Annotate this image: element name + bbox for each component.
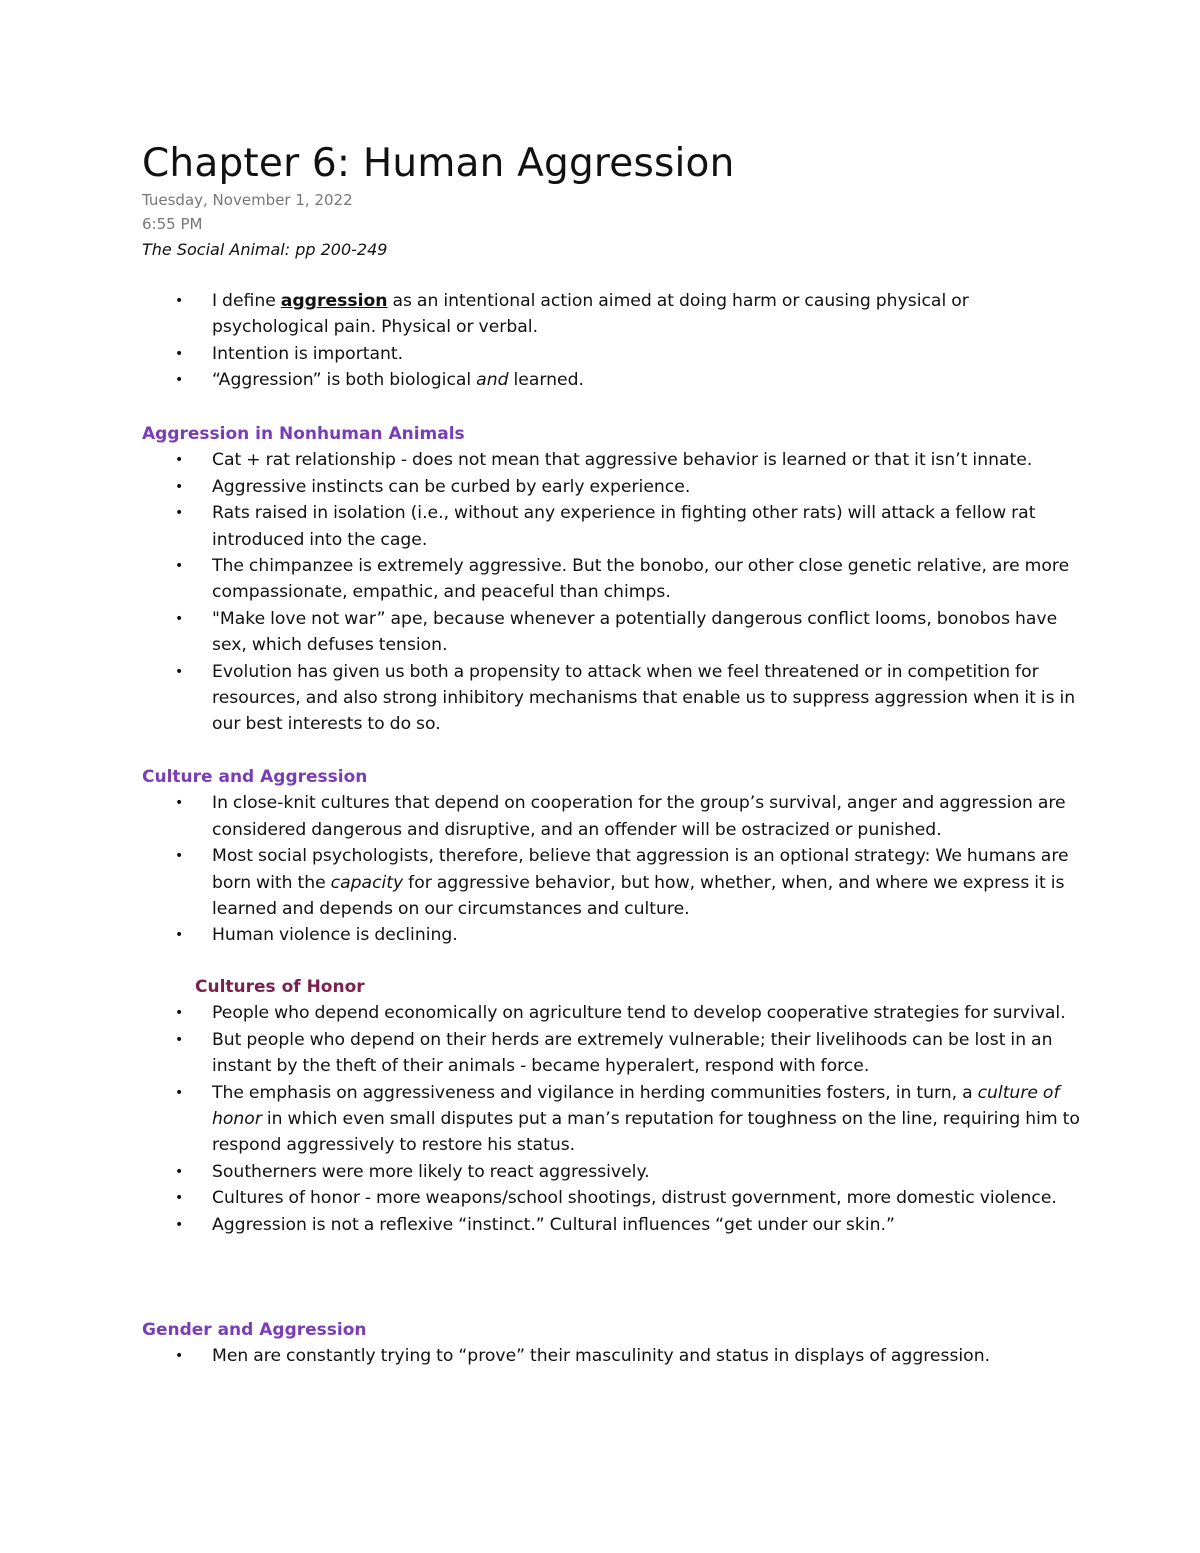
section-heading: Cultures of Honor [195, 977, 365, 997]
list-item [142, 790, 1082, 843]
list-item [142, 500, 1082, 553]
item-text: The emphasis on aggressiveness and vigilance in herding communities fosters, in turn, a [212, 1082, 978, 1103]
bullet-icon: • [175, 848, 184, 865]
list-item [142, 1343, 1082, 1369]
list-item [142, 843, 1082, 922]
list-item [142, 367, 1082, 393]
item-text: Cultures of honor - more weapons/school shootings, distrust government, more domestic violence. [212, 1188, 1057, 1209]
bullet-icon: • [175, 1216, 184, 1233]
item-text: I define [212, 291, 281, 311]
item-text: for aggressive behavior, but how, whether, when, and where we express it is learned and depends on our circumstances and culture. [212, 872, 1065, 920]
item-text: Most social psychologists, therefore, believe that aggression is an optional strategy: We humans are born with the [212, 846, 1069, 893]
list-item [142, 606, 1082, 659]
bullet-icon: • [175, 1348, 184, 1365]
honor-section [142, 974, 1082, 1238]
bullet-icon: • [175, 293, 184, 309]
bullet-icon: • [175, 1163, 184, 1180]
note-time: 6:55 PM [142, 215, 203, 233]
item-text: But people who depend on their herds are extremely vulnerable; their livelihoods can be lost in an instant by the theft of their animals - became hyperalert, respond with force. [212, 1029, 1053, 1077]
bullet-icon: • [175, 610, 184, 627]
emphasis-text: culture of honor [212, 1082, 1060, 1130]
list-item [142, 1185, 1082, 1211]
item-text: Intention is important. [212, 343, 404, 364]
list-item [142, 659, 1082, 738]
list-item [142, 922, 1082, 948]
item-text: Men are constantly trying to “prove” their masculinity and status in displays of aggression. [212, 1346, 991, 1367]
note-date: Tuesday, November 1, 2022 [142, 191, 353, 209]
emphasis-text: and [476, 370, 509, 391]
bullet-icon: • [175, 795, 184, 812]
culture-list [142, 790, 1082, 948]
item-text: in which even small disputes put a man’s reputation for toughness on the line, requiring him to respond aggressively to restore his status. [212, 1109, 1080, 1156]
bullet-icon: • [175, 558, 184, 575]
list-item [142, 1027, 1082, 1080]
item-text: Evolution has given us both a propensity to attack when we feel threatened or in competition for resources, and also strong inhibitory mechanisms that enable us to suppress aggression when it is in our best interests to do so. [212, 661, 1076, 735]
bullet-icon: • [175, 452, 184, 469]
gender-list [142, 1343, 1082, 1369]
gender-section [142, 1317, 1082, 1370]
bullet-icon: • [175, 372, 184, 389]
list-item [142, 447, 1082, 473]
bullet-icon: • [175, 478, 184, 495]
source-reference: The Social Animal: pp 200-249 [142, 240, 388, 259]
item-text: In close-knit cultures that depend on cooperation for the group’s survival, anger and aggression are considered dangerous and disruptive, and an offender will be ostracized or punished. [212, 793, 1066, 840]
item-text: Aggression is not a reflexive “instinct.” Cultural influences “get under our skin.” [212, 1214, 895, 1235]
list-item [142, 553, 1082, 606]
list-item [142, 1159, 1082, 1185]
nonhuman-section [142, 421, 1082, 738]
item-text: Southerners were more likely to react aggressively. [212, 1161, 650, 1182]
bullet-icon: • [175, 1190, 184, 1207]
bullet-icon: • [175, 345, 184, 362]
section-heading: Culture and Aggression [142, 767, 368, 787]
list-item [142, 1080, 1082, 1159]
item-text: as an intentional action aimed at doing harm or causing physical or psychological pain. Physical or verbal. [212, 291, 969, 338]
item-text: learned. [508, 370, 584, 391]
bullet-icon: • [175, 1084, 184, 1101]
bullet-icon: • [175, 927, 184, 944]
item-text: Human violence is declining. [212, 925, 458, 946]
intro-list [142, 288, 1082, 394]
culture-section [142, 764, 1082, 949]
item-text: Rats raised in isolation (i.e., without any experience in fighting other rats) will attack a fellow rat introduced into the cage. [212, 503, 1036, 550]
section-heading: Gender and Aggression [142, 1320, 367, 1340]
nonhuman-list [142, 447, 1082, 737]
section-heading: Aggression in Nonhuman Animals [142, 424, 465, 444]
bullet-icon: • [175, 663, 184, 680]
list-item [142, 1000, 1082, 1026]
bullet-icon: • [175, 1005, 184, 1022]
item-text: People who depend economically on agriculture tend to develop cooperative strategies for survival. [212, 1003, 1066, 1024]
item-text: Cat + rat relationship - does not mean that aggressive behavior is learned or that it isn’t innate. [212, 450, 1033, 471]
list-item [142, 474, 1082, 500]
item-text: The chimpanzee is extremely aggressive. But the bonobo, our other close genetic relative, are more compassionate, empathic, and peaceful than chimps. [212, 556, 1070, 603]
page-title: Chapter 6: Human Aggression [142, 141, 735, 186]
list-item [142, 288, 1082, 341]
bullet-icon: • [175, 505, 184, 522]
term-aggression: aggression [280, 291, 388, 311]
item-text: "Make love not war” ape, because whenever a potentially dangerous conflict looms, bonobos have sex, which defuses tension. [212, 608, 1058, 656]
list-item [142, 1212, 1082, 1238]
emphasis-text: capacity [330, 872, 404, 893]
intro-section [142, 288, 1082, 394]
item-text: Aggressive instincts can be curbed by early experience. [212, 476, 691, 497]
list-item [142, 341, 1082, 367]
item-text: “Aggression” is both biological [212, 370, 477, 391]
bullet-icon: • [175, 1031, 184, 1048]
honor-list [142, 1000, 1082, 1238]
